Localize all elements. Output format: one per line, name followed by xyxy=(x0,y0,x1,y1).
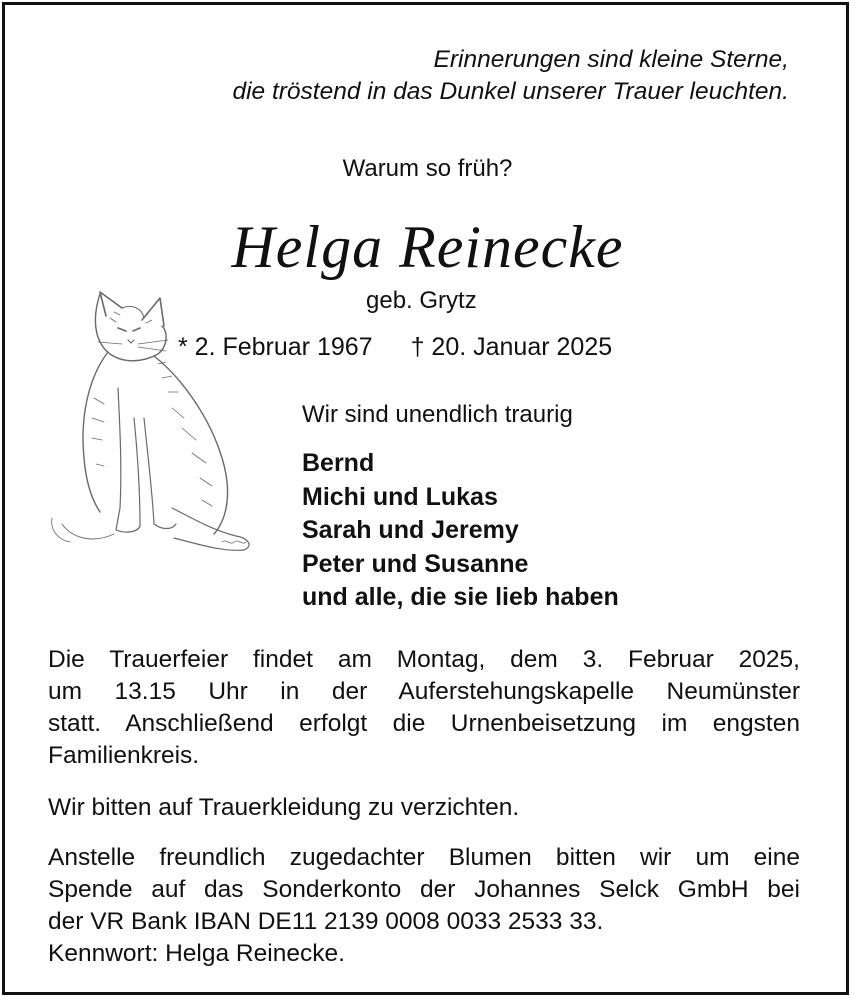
death-date: † 20. Januar 2025 xyxy=(410,333,613,361)
donation-line: Anstelle freundlich zugedachter Blumen bitten wir um eine xyxy=(48,844,800,871)
motto-line-1: Erinnerungen sind kleine Sterne, xyxy=(433,46,789,73)
mourner-name: Michi und Lukas xyxy=(302,482,498,511)
service-line: statt. Anschließend erfolgt die Urnenbeisetzung im engsten xyxy=(48,710,800,737)
birth-date: * 2. Februar 1967 xyxy=(178,333,373,361)
donation-paragraph xyxy=(48,842,800,970)
mourners-intro: Wir sind unendlich traurig xyxy=(302,401,573,428)
donation-line: der VR Bank IBAN DE11 2139 0008 0033 2533 33. xyxy=(48,908,604,935)
motto-quote xyxy=(232,44,789,108)
service-paragraph xyxy=(48,644,800,772)
mourner-name: Peter und Susanne xyxy=(302,549,529,578)
maiden-name: geb. Grytz xyxy=(366,287,477,314)
service-line: Familienkreis. xyxy=(48,742,200,769)
service-line: Die Trauerfeier findet am Montag, dem 3. Februar 2025, xyxy=(48,646,800,673)
dress-note-line: Wir bitten auf Trauerkleidung zu verzichten. xyxy=(48,794,520,821)
question-text: Warum so früh? xyxy=(342,155,513,182)
cat-sketch-icon xyxy=(22,268,272,568)
mourner-name: Bernd xyxy=(302,449,375,477)
mourners-list xyxy=(302,447,619,615)
donation-line: Kennwort: Helga Reinecke. xyxy=(48,940,345,967)
deceased-name: Helga Reinecke xyxy=(231,214,624,280)
service-line: um 13.15 Uhr in der Auferstehungskapelle Neumünster xyxy=(48,678,800,705)
donation-line: Spende auf das Sonderkonto der Johannes Selck GmbH bei xyxy=(48,876,800,903)
mourner-name: Sarah und Jeremy xyxy=(302,516,519,544)
dress-note xyxy=(48,792,800,824)
mourner-name: und alle, die sie lieb haben xyxy=(302,583,619,611)
motto-line-2: die tröstend in das Dunkel unserer Trauer leuchten. xyxy=(232,78,789,105)
